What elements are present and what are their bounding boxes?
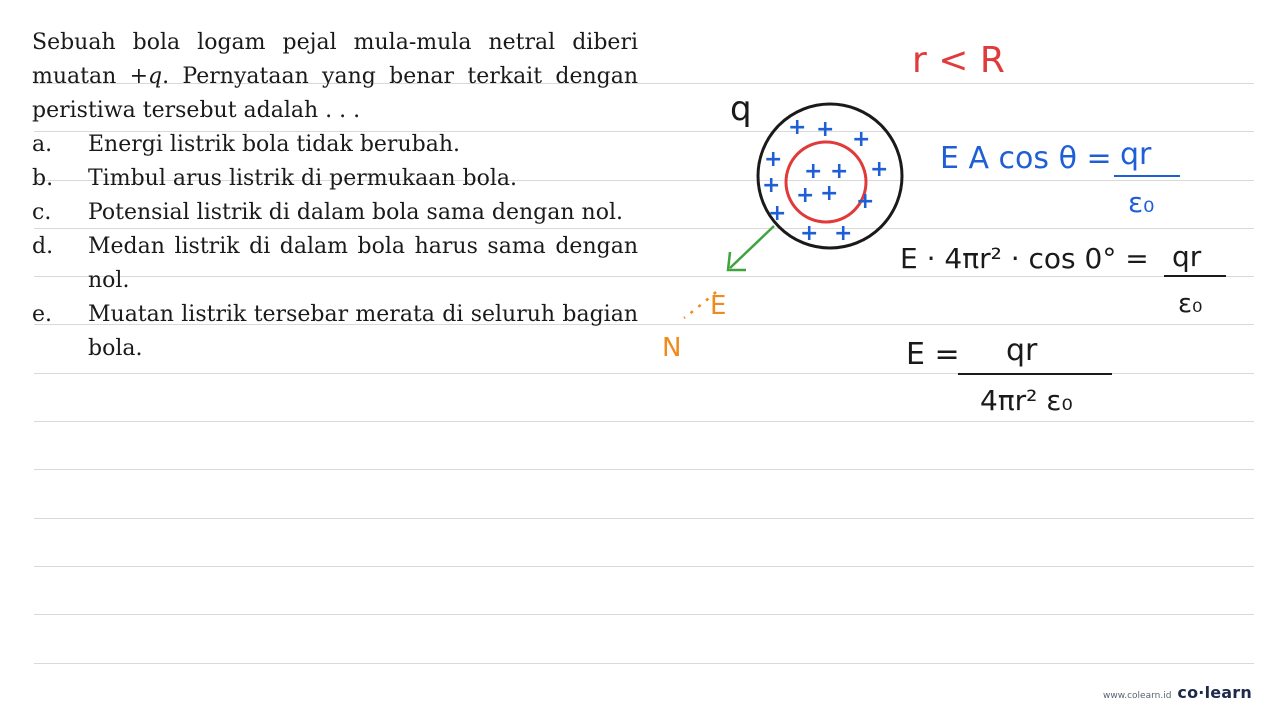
surface-label: N (662, 333, 682, 363)
equation-3-numerator: qr (1006, 333, 1038, 368)
equation-2-lhs: E · 4πr² · cos 0° = (900, 242, 1149, 275)
plus-sign: + (830, 159, 849, 184)
option-letter: e. (32, 302, 53, 327)
charge-label: q (730, 89, 752, 129)
brand-logo: co·learn (1177, 683, 1252, 702)
plus-sign: + (852, 127, 871, 152)
equation-3-denominator: 4πr² ε₀ (980, 384, 1073, 417)
charge-signs (762, 115, 888, 246)
plus-sign: + (820, 181, 839, 206)
equation-1-denominator: ε₀ (1128, 186, 1155, 219)
option-text: Medan listrik di dalam bola harus sama dengan nol. (88, 234, 638, 293)
condition-label: r < R (912, 40, 1005, 81)
plus-sign: + (834, 221, 853, 246)
field-label: E (710, 291, 727, 321)
footer-url: www.colearn.id (1102, 691, 1172, 701)
equation-2-numerator: qr (1172, 240, 1202, 273)
plus-sign: + (816, 117, 835, 142)
option-text: Timbul arus listrik di permukaan bola. (88, 166, 517, 191)
plus-sign: + (762, 173, 781, 198)
option-letter: c. (32, 200, 52, 225)
option-text: Energi listrik bola tidak berubah. (88, 132, 460, 157)
stem-part-1: Sebuah bola logam pejal mula-mula netral diberi muatan (32, 30, 638, 89)
equation-1-lhs: E A cos θ = (940, 141, 1112, 176)
stem-part-2: . Pernyataan yang benar terkait dengan peristiwa tersebut adalah . . . (32, 64, 639, 123)
plus-sign: + (804, 159, 823, 184)
option-text: Muatan listrik tersebar merata di seluruh bagian bola. (88, 302, 638, 361)
equation-2-denominator: ε₀ (1178, 289, 1203, 319)
plus-sign: + (768, 201, 787, 226)
equation-3-lhs: E = (906, 337, 960, 372)
plus-sign: + (764, 147, 783, 172)
plus-sign: + (788, 115, 807, 140)
option-letter: d. (32, 234, 54, 259)
plus-sign: + (796, 183, 815, 208)
plus-sign: + (870, 157, 889, 182)
stem-charge: +q (129, 64, 163, 89)
footer-brand (1103, 683, 1252, 702)
plus-sign: + (856, 189, 875, 214)
plus-sign: + (800, 221, 819, 246)
option-text: Potensial listrik di dalam bola sama dengan nol. (88, 200, 623, 225)
option-letter: a. (32, 132, 53, 157)
option-letter: b. (32, 166, 54, 191)
equation-1-numerator: qr (1120, 137, 1152, 172)
field-arrow (728, 226, 774, 270)
